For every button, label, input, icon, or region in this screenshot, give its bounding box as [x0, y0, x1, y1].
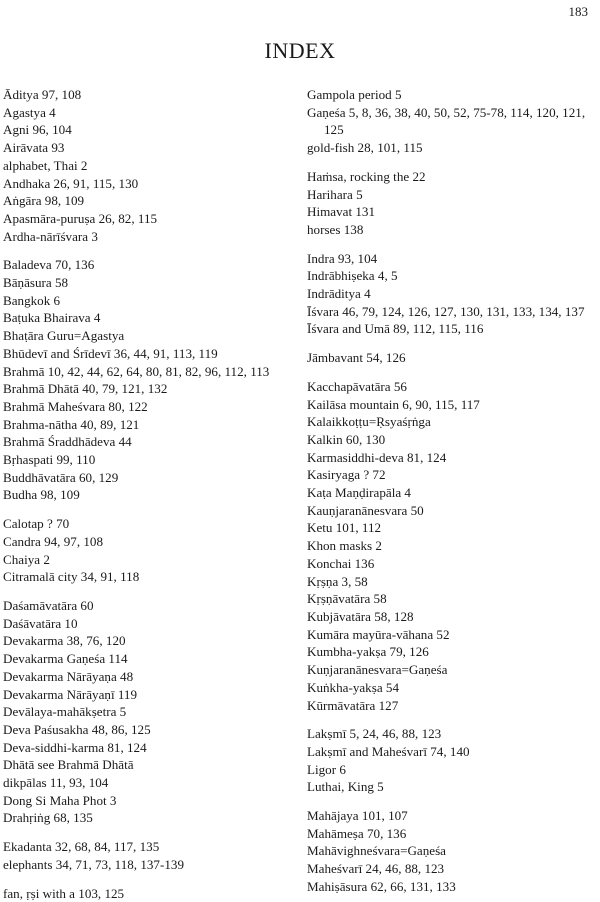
- index-entry: Devakarma Nārāyaṇī 119: [3, 686, 138, 702]
- index-entry: Bhūdevī and Śrīdevī 36, 44, 91, 113, 119: [3, 345, 218, 361]
- index-entry: Baladeva 70, 136: [3, 257, 95, 273]
- index-entry: Indrāditya 4: [307, 286, 371, 302]
- index-entry: Konchai 136: [307, 555, 375, 571]
- index-entry: Gaṇeśa 5, 8, 36, 38, 40, 50, 52, 75-78, 114, 120, 121, 125: [307, 104, 586, 138]
- index-entry: gold-fish 28, 101, 115: [307, 140, 423, 156]
- group-spacer: [3, 245, 295, 256]
- index-entry: Indra 93, 104: [307, 250, 378, 266]
- index-entry: Aṅgāra 98, 109: [3, 193, 85, 209]
- index-entry: Mahājaya 101, 107: [307, 808, 408, 824]
- index-entry: Jāmbavant 54, 126: [307, 350, 406, 366]
- index-entry: Kailāsa mountain 6, 90, 115, 117: [307, 396, 480, 412]
- index-entry: Deva Paśusakha 48, 86, 125: [3, 721, 151, 737]
- group-spacer: [307, 714, 597, 725]
- index-entry: Haṁsa, rocking the 22: [307, 168, 426, 184]
- index-entry: Īśvara and Umā 89, 112, 115, 116: [307, 321, 484, 337]
- index-entry: Bṛhaspati 99, 110: [3, 452, 96, 468]
- index-entry: Lakṣmī and Maheśvarī 74, 140: [307, 743, 470, 759]
- index-column-right: [307, 86, 597, 896]
- index-entry: Kubjāvatāra 58, 128: [307, 608, 414, 624]
- index-entry: Baṭuka Bhairava 4: [3, 310, 101, 326]
- index-entry: Daśāvatāra 10: [3, 615, 78, 631]
- index-entry: Andhaka 26, 91, 115, 130: [3, 175, 139, 191]
- group-spacer: [3, 504, 295, 515]
- index-entry: Indrābhiṣeka 4, 5: [307, 268, 398, 284]
- index-entry: Lakṣmī 5, 24, 46, 88, 123: [307, 726, 442, 742]
- index-entry: Kalaikkoṭṭu=Ṛsyaśṛṅga: [307, 414, 431, 430]
- index-entry: Deva-siddhi-karma 81, 124: [3, 739, 147, 755]
- index-entry: Agni 96, 104: [3, 122, 72, 138]
- index-entry: Brahmā 10, 42, 44, 62, 64, 80, 81, 82, 96, 112, 113: [3, 363, 270, 379]
- index-entry: Mahāvighneśvara=Gaṇeśa: [307, 843, 446, 859]
- index-entry: Maheśvarī 24, 46, 88, 123: [307, 861, 445, 877]
- index-entry: dikpālas 11, 93, 104: [3, 775, 109, 791]
- index-entry: Āditya 97, 108: [3, 87, 82, 102]
- index-entry: Daśamāvatāra 60: [3, 597, 94, 613]
- index-entry: Bāṇāsura 58: [3, 275, 69, 291]
- index-entry: Kumāra mayūra-vāhana 52: [307, 626, 450, 642]
- index-entry: Kūrmāvatāra 127: [307, 697, 399, 713]
- index-entry: Kuṅkha-yakṣa 54: [307, 679, 399, 695]
- index-entry: Kṛṣṇāvatāra 58: [307, 591, 387, 607]
- index-entry: Ekadanta 32, 68, 84, 117, 135: [3, 839, 160, 855]
- index-entry: Ketu 101, 112: [307, 520, 382, 536]
- index-entry: Kumbha-yakṣa 79, 126: [307, 644, 429, 660]
- index-entry: Kacchapāvatāra 56: [307, 378, 407, 394]
- index-entry: Karmasiddhi-deva 81, 124: [307, 449, 447, 465]
- index-entry: Brahma-nātha 40, 89, 121: [3, 416, 140, 432]
- index-entry: Gampola period 5: [307, 87, 402, 102]
- page-title: INDEX: [264, 38, 336, 63]
- index-entry: Kuṇjaranānesvara=Gaṇeśa: [307, 662, 448, 678]
- index-entry: Dhātā see Brahmā Dhātā: [3, 757, 134, 773]
- index-entry: Agastya 4: [3, 104, 56, 120]
- index-entry: Bhaṭāra Guru=Agastya: [3, 328, 125, 344]
- index-entry: Kaṭa Maṇḍirapāla 4: [307, 485, 411, 501]
- index-entry: Kṛṣṇa 3, 58: [307, 573, 368, 589]
- index-entry: Brahmā Dhātā 40, 79, 121, 132: [3, 381, 168, 397]
- index-entry: Calotap ? 70: [3, 516, 70, 532]
- index-entry: Himavat 131: [307, 204, 376, 220]
- group-spacer: [307, 157, 597, 168]
- index-entry: Chaiya 2: [3, 551, 50, 567]
- index-entry: Buddhāvatāra 60, 129: [3, 469, 119, 485]
- index-entry: Drahṛiṅg 68, 135: [3, 810, 93, 826]
- index-entry: horses 138: [307, 221, 364, 237]
- index-entry: Khon masks 2: [307, 538, 382, 554]
- index-entry: Bangkok 6: [3, 292, 61, 308]
- group-spacer: [307, 796, 597, 807]
- index-entry: Candra 94, 97, 108: [3, 533, 104, 549]
- page-number: 183: [568, 4, 588, 19]
- index-entry: Brahmā Śraddhādeva 44: [3, 434, 132, 450]
- index-entry: Mahiṣāsura 62, 66, 131, 133: [307, 878, 456, 894]
- group-spacer: [3, 827, 295, 838]
- index-entry: Budha 98, 109: [3, 487, 80, 503]
- index-entry: Mahāmeṣa 70, 136: [307, 825, 407, 841]
- index-column-left: [3, 86, 295, 902]
- group-spacer: [307, 239, 597, 250]
- group-spacer: [307, 367, 597, 378]
- index-entry: Kasiryaga ? 72: [307, 467, 386, 483]
- index-entry: Devakarma 38, 76, 120: [3, 633, 126, 649]
- group-spacer: [3, 586, 295, 597]
- index-entry: Ardha-nārīśvara 3: [3, 228, 98, 244]
- index-entry: fan, ṛṣi with a 103, 125: [3, 885, 125, 901]
- index-entry: elephants 34, 71, 73, 118, 137-139: [3, 856, 184, 872]
- index-entry: Īśvara 46, 79, 124, 126, 127, 130, 131, 133, 134, 137: [307, 303, 585, 319]
- index-entry: Devakarma Gaṇeśa 114: [3, 651, 128, 667]
- index-entry: Kauṇjaranānesvara 50: [307, 502, 424, 518]
- index-entry: Ligor 6: [307, 761, 346, 777]
- group-spacer: [307, 338, 597, 349]
- index-entry: Airāvata 93: [3, 140, 65, 156]
- index-entry: Brahmā Maheśvara 80, 122: [3, 398, 148, 414]
- index-entry: Harihara 5: [307, 186, 363, 202]
- index-entry: Kalkin 60, 130: [307, 431, 386, 447]
- index-entry: Devakarma Nārāyaṇa 48: [3, 668, 134, 684]
- index-entry: Devālaya-mahākṣetra 5: [3, 704, 127, 720]
- index-entry: Dong Si Maha Phot 3: [3, 792, 117, 808]
- index-entry: alphabet, Thai 2: [3, 157, 88, 173]
- index-entry: Luthai, King 5: [307, 779, 384, 795]
- index-entry: Citramalā city 34, 91, 118: [3, 569, 140, 585]
- index-entry: Apasmāra-puruṣa 26, 82, 115: [3, 210, 158, 226]
- group-spacer: [3, 874, 295, 885]
